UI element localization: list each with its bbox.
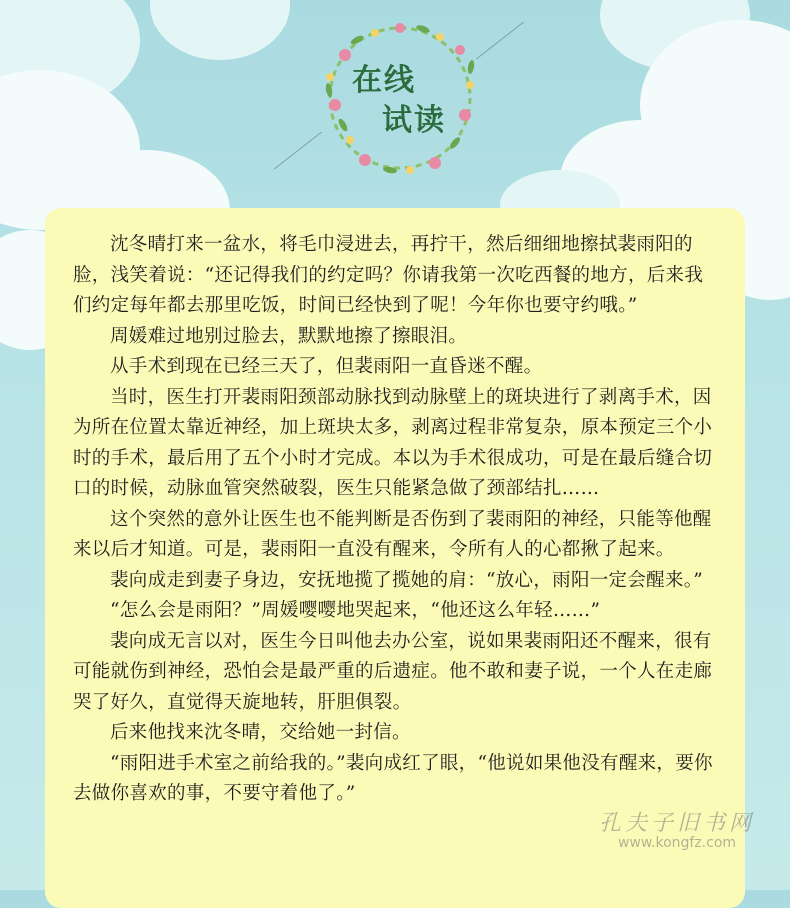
watermark-text: 孔夫子旧书网 — [598, 811, 755, 836]
page-title-line1: 在线 — [352, 63, 416, 98]
watermark-url: www.kongfz.com — [617, 835, 737, 851]
paragraph: 后来他找来沈冬晴，交给她一封信。 — [110, 722, 411, 743]
paragraph: 裴向成无言以对，医生今日叫他去办公室，说如果裴雨阳还不醒来，很有可能就伤到神经，恐怕会是最严重的后遗症。他不敢和妻子说，一个人在走廊哭了好久，直觉得天旋地转，肝胆俱裂。 — [73, 630, 713, 713]
paragraph: 沈冬晴打来一盆水，将毛巾浸进去，再拧干，然后细细地擦拭裴雨阳的脸，浅笑着说：“还记得我们的约定吗？你请我第一次吃西餐的地方，后来我们约定每年都去那里吃饭，时间已经快到了呢！今年你也要守约哦。” — [73, 234, 704, 316]
paragraph: “雨阳进手术室之前给我的。”裴向成红了眼，“他说如果他没有醒来，要你去做你喜欢的事，不要守着他了。” — [73, 752, 713, 804]
watermark — [582, 806, 772, 851]
article-body — [73, 230, 721, 810]
paragraph: 从手术到现在已经三天了，但裴雨阳一直昏迷不醒。 — [110, 356, 543, 377]
paragraph: 当时，医生打开裴雨阳颈部动脉找到动脉壁上的斑块进行了剥离手术，因为所在位置太靠近神经，加上斑块太多，剥离过程非常复杂，原本预定三个小时的手术，最后用了五个小时才完成。本以为手术很成功，可是在最后缝合切口的时候，动脉血管突然破裂，医生只能紧急做了颈部结扎…… — [73, 386, 713, 499]
paragraph: 这个突然的意外让医生也不能判断是否伤到了裴雨阳的神经，只能等他醒来以后才知道。可是，裴雨阳一直没有醒来，令所有人的心都揪了起来。 — [73, 508, 712, 560]
paragraph: “怎么会是雨阳？”周媛嘤嘤地哭起来，“他还这么年轻……” — [110, 600, 601, 621]
page-title-line2: 试读 — [382, 103, 446, 138]
paragraph: 裴向成走到妻子身边，安抚地揽了揽她的肩：“放心，雨阳一定会醒来。” — [110, 569, 704, 591]
paragraph: 周媛难过地别过脸去，默默地擦了擦眼泪。 — [110, 325, 468, 347]
